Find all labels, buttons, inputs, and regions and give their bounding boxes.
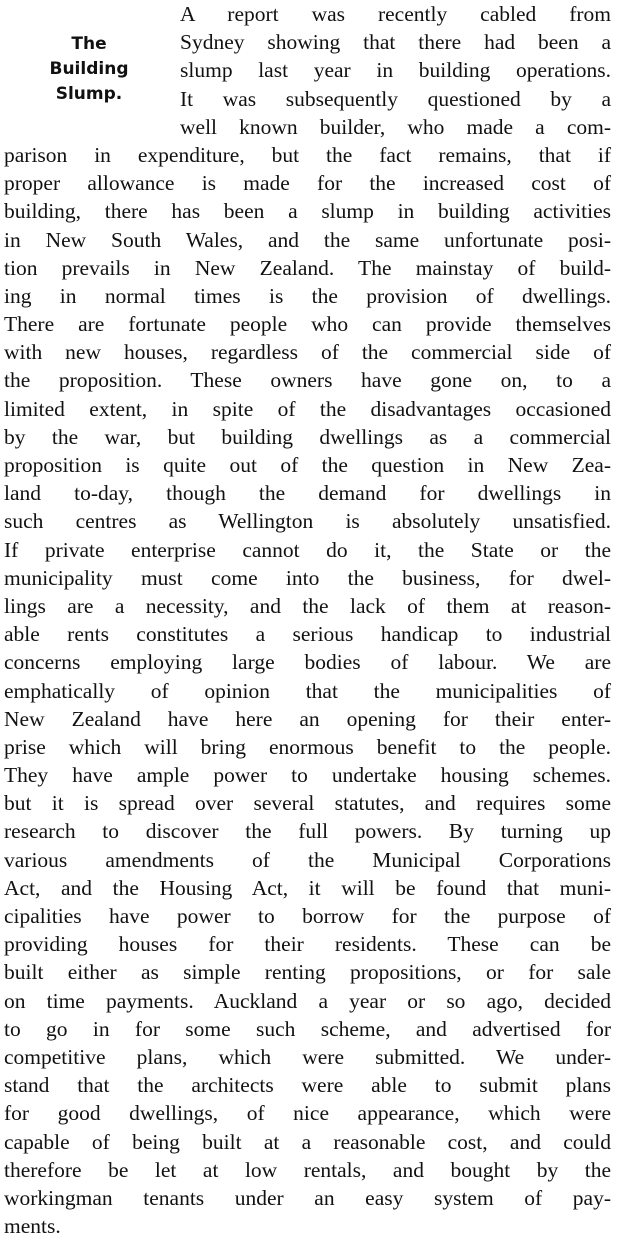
text-line: well known builder, who made a com- — [180, 114, 611, 139]
text-line: There are fortunate people who can provide themselves — [4, 312, 611, 337]
text-line: workingman tenants under an easy system of pay- — [4, 1185, 611, 1210]
heading-line: Slump. — [55, 84, 123, 104]
text-line: building, there has been a slump in building activities — [4, 199, 611, 224]
text-line: cipalities have power to borrow for the purpose of — [4, 904, 611, 928]
text-line: to go in for some such scheme, and advertised for — [4, 1016, 611, 1041]
text-line: Sydney showing that there had been a — [180, 30, 611, 55]
text-line: tion prevails in New Zealand. The mainstay of build- — [4, 255, 611, 280]
text-line: ments. — [4, 1214, 61, 1239]
text-line: municipality must come into the business, for dwel- — [4, 565, 611, 590]
text-line: Act, and the Housing Act, it will be found that muni- — [4, 875, 611, 900]
text-line: such centres as Wellington is absolutely unsatisfied. — [4, 509, 611, 534]
text-line: A report was recently cabled from — [180, 2, 611, 26]
text-line: able rents constitutes a serious handicap to industrial — [4, 622, 611, 647]
text-line: built either as simple renting propositions, or for sale — [4, 960, 611, 985]
text-line: therefore be let at low rentals, and bought by the — [4, 1157, 611, 1182]
text-line: proposition is quite out of the question in New Zea- — [4, 453, 611, 477]
text-line: competitive plans, which were submitted. We under- — [4, 1044, 611, 1069]
text-line: emphatically of opinion that the municipalities of — [4, 678, 611, 703]
text-line: It was subsequently questioned by a — [180, 86, 611, 111]
text-line: on time payments. Auckland a year or so ago, decided — [4, 988, 611, 1013]
text-line: various amendments of the Municipal Corporations — [4, 847, 611, 872]
text-line: ing in normal times is the provision of dwellings. — [4, 283, 611, 308]
text-line: for good dwellings, of nice appearance, which were — [4, 1101, 611, 1126]
text-line: They have ample power to undertake housing schemes. — [4, 763, 611, 788]
text-line: with new houses, regardless of the commercial side of — [4, 340, 611, 365]
text-line: capable of being built at a reasonable cost, and could — [4, 1129, 611, 1154]
text-line: concerns employing large bodies of labour. We are — [4, 650, 611, 675]
text-line: but it is spread over several statutes, and requires some — [4, 791, 611, 816]
text-line: the proposition. These owners have gone on, to a — [4, 368, 611, 393]
text-line: slump last year in building operations. — [180, 58, 611, 83]
text-line: research to discover the full powers. By turning up — [4, 819, 611, 844]
text-line: in New South Wales, and the same unfortunate posi- — [4, 227, 611, 252]
heading-line: The — [71, 34, 107, 54]
text-line: lings are a necessity, and the lack of them at reason- — [4, 593, 611, 618]
text-line: stand that the architects were able to submit plans — [4, 1073, 611, 1098]
text-line: land to-day, though the demand for dwellings in — [4, 481, 611, 506]
heading-line: Building — [49, 59, 129, 79]
text-line: by the war, but building dwellings as a commercial — [4, 424, 611, 449]
text-line: New Zealand have here an opening for their enter- — [4, 706, 611, 731]
text-line: prise which will bring enormous benefit to the people. — [4, 734, 611, 759]
text-line: limited extent, in spite of the disadvantages occasioned — [4, 396, 611, 421]
text-line: If private enterprise cannot do it, the State or the — [4, 537, 611, 562]
text-line: providing houses for their residents. These can be — [4, 932, 611, 957]
text-line: parison in expenditure, but the fact remains, that if — [4, 142, 611, 167]
text-line: proper allowance is made for the increased cost of — [4, 171, 611, 196]
